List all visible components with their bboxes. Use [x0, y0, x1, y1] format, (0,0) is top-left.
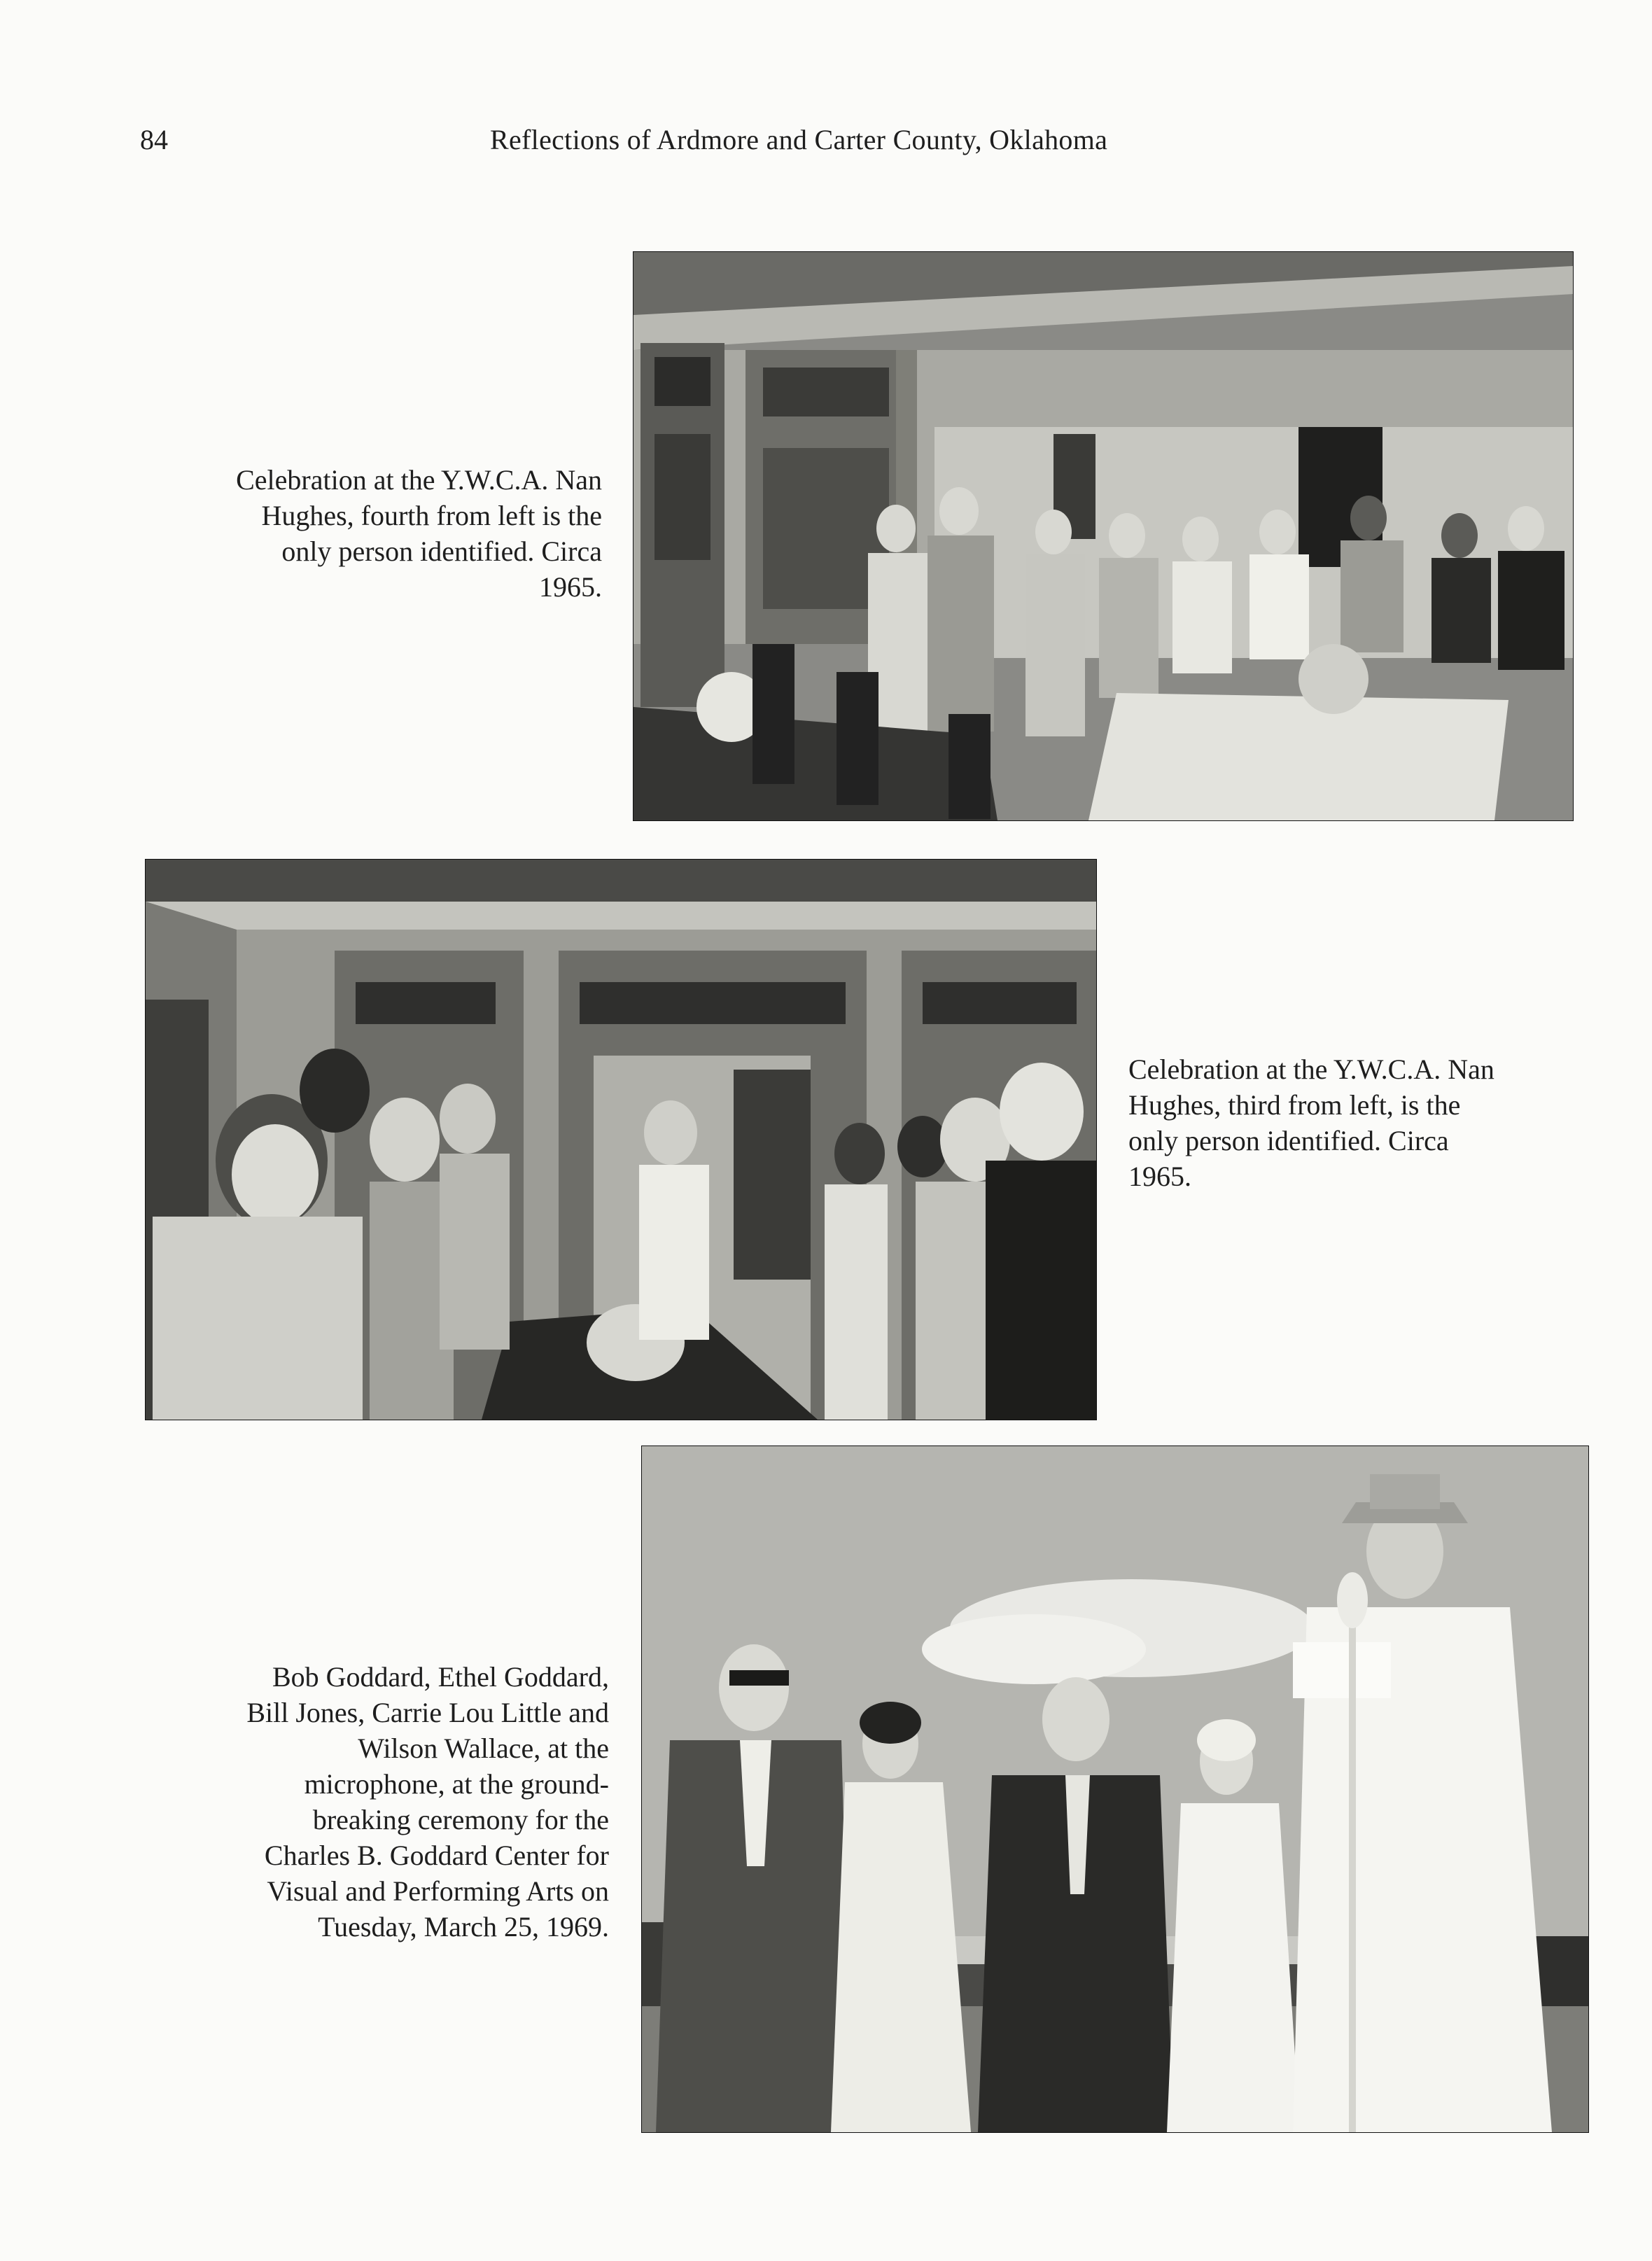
photo-3-image — [642, 1446, 1588, 2132]
photo-2-image — [146, 860, 1096, 1420]
photo-ywca-celebration-1 — [634, 252, 1573, 820]
photo-2-caption: Celebration at the Y.W.C.A. Nan Hughes, third from left, is the only person identified. Circa 1965. — [1128, 1054, 1494, 1192]
page-number: 84 — [140, 124, 168, 155]
photo-1-image — [634, 252, 1573, 820]
photo-3-caption: Bob Goddard, Ethel Goddard, Bill Jones, Carrie Lou Little and Wilson Wallace, at the microphone, at the ground- breaking ceremony for the Charles B. Goddard Center for Visual and Performing Arts on Tuesday, March 25, 1969. — [246, 1661, 609, 1942]
photo-1-caption: Celebration at the Y.W.C.A. Nan Hughes, fourth from left is the only person identified. Circa 1965. — [236, 464, 602, 603]
running-head: Reflections of Ardmore and Carter County, Oklahoma — [490, 124, 1108, 155]
photo-ywca-celebration-2 — [146, 860, 1096, 1420]
photo-groundbreaking-ceremony — [642, 1446, 1588, 2132]
